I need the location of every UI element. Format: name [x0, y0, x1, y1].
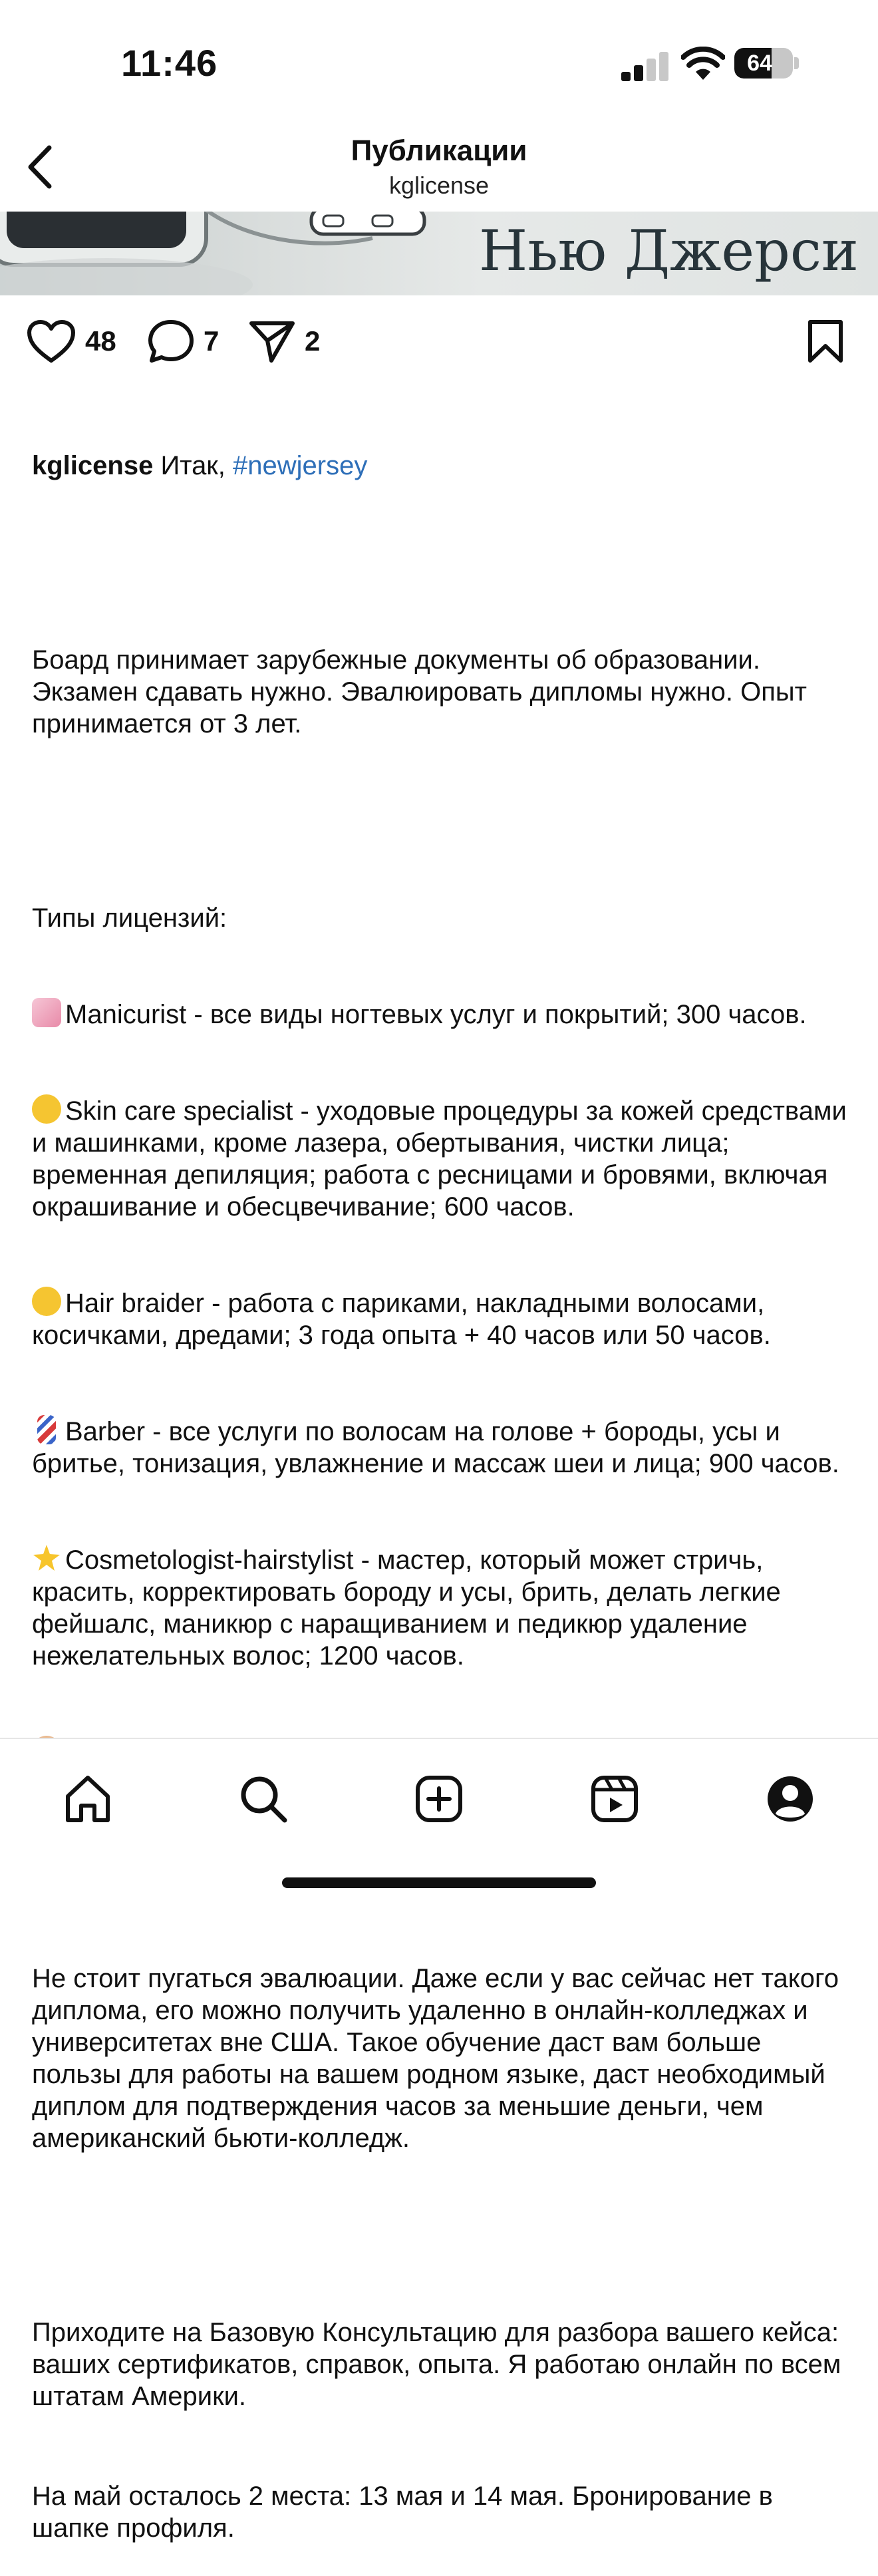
post-caption — [32, 386, 854, 2576]
comment-bubble-icon — [148, 319, 194, 363]
caption-intro: Итак, — [153, 451, 233, 480]
caption-paragraph: На май осталось 2 места: 13 мая и 14 мая. Бронирование в шапке профиля. — [32, 2482, 780, 2543]
share-count: 2 — [305, 325, 321, 357]
home-icon[interactable] — [61, 1772, 114, 1826]
smiling-face-icon — [32, 1094, 61, 1124]
home-indicator — [282, 1877, 596, 1888]
status-bar — [0, 0, 878, 120]
page-title: Публикации — [351, 134, 527, 167]
like-button[interactable] — [27, 318, 116, 365]
license-type-item — [32, 1415, 850, 1480]
page-subtitle[interactable]: kglicense — [388, 172, 490, 199]
caption-paragraph: Приходите на Базовую Консультацию для разбора вашего кейса: ваших сертификатов, справок, опыта. Я работаю онлайн по всем штатам Америки. — [32, 2318, 849, 2411]
license-types-header: Типы лицензий: — [32, 903, 227, 933]
share-button[interactable] — [249, 318, 320, 365]
post-actions — [0, 306, 878, 379]
status-time: 11:46 — [121, 42, 218, 84]
license-type-text: Manicurist - все виды ногтевых услуг и покрытий; 300 часов. — [65, 1000, 807, 1029]
license-type-text: Skin care specialist - уходовые процедуры за кожей средствами и машинками, кроме лазера, обертывания, чистки лица; временная депиляция; работа с ресницами и бровями, включая окрашивание и обесцвечивание; 600 часов. — [32, 1096, 854, 1221]
caption-hashtag[interactable]: #newjersey — [233, 451, 368, 480]
banner-text: Нью Джерси — [479, 218, 859, 283]
bookmark-icon — [806, 319, 845, 363]
star-icon — [32, 1543, 61, 1573]
license-type-item — [32, 1543, 850, 1672]
license-type-item — [32, 1287, 850, 1351]
nav-header — [0, 120, 878, 212]
heart-icon — [27, 319, 76, 363]
license-type-text: Barber - все услуги по волосам на голове + бороды, усы и бритье, тонизация, увлажнение и массаж шеи и лица; 900 часов. — [32, 1417, 839, 1478]
like-count: 48 — [85, 325, 116, 357]
barber-pole-icon — [37, 1415, 56, 1444]
license-type-item — [32, 1094, 854, 1223]
battery-percent: 64 — [747, 51, 772, 76]
create-icon[interactable] — [412, 1772, 466, 1826]
save-button[interactable] — [806, 318, 845, 365]
party-face-icon — [32, 1287, 61, 1316]
license-type-text: Hair braider - работа с париками, накладными волосами, косичками, дредами; 3 года опыта + 40 часов или 50 часов. — [32, 1289, 772, 1350]
license-type-text: Cosmetologist-hairstylist - мастер, который может стричь, красить, корректировать бороду и усы, брить, делать легкие фейшалс, маникюр с наращиванием и педикюр удаление нежелательных волос; 1200 часов. — [32, 1545, 788, 1671]
wifi-icon — [681, 47, 725, 81]
battery-icon — [734, 48, 793, 79]
caption-paragraph: Не стоит пугаться эвалюации. Даже если у вас сейчас нет такого диплома, его можно получить удаленно в онлайн-колледжах и университетах вне США. Такое обучение даст вам больше пользы для работы на вашем родном языке, даст необходимый диплом для подтверждения часов за меньшие деньги, чем американский бьюти-колледж. — [32, 1964, 847, 2153]
battery-cap — [794, 57, 799, 69]
nail-polish-icon — [32, 998, 61, 1027]
post-image[interactable] — [0, 212, 878, 295]
comment-count: 7 — [204, 325, 220, 357]
caption-paragraph: Боард принимает зарубежные документы об образовании. Экзамен сдавать нужно. Эвалюировать дипломы нужно. Опыт принимается от 3 лет. — [32, 645, 815, 738]
reels-icon[interactable] — [588, 1772, 641, 1826]
caption-username[interactable]: kglicense — [32, 451, 154, 480]
search-icon[interactable] — [237, 1772, 290, 1826]
profile-icon[interactable] — [764, 1772, 817, 1826]
comment-button[interactable] — [148, 318, 219, 365]
license-type-item — [32, 998, 850, 1031]
cellular-signal-icon — [621, 52, 668, 81]
send-icon — [249, 319, 295, 363]
